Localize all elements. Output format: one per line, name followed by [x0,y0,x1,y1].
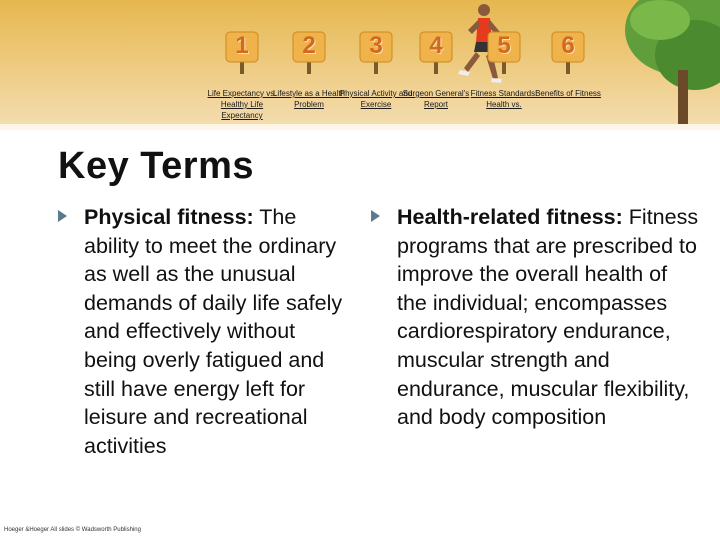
nav-label[interactable]: Life Expectancy vs. Healthy Life Expectancy [207,89,277,120]
term-text [58,203,348,460]
nav-number: 4 [429,32,443,59]
term-name: Physical fitness: [84,205,254,229]
nav-number: 3 [369,32,383,59]
nav-number: 1 [235,32,249,59]
term-physical-fitness [58,203,348,460]
nav-label[interactable]: Fitness Standards: Health vs. [470,89,538,109]
term-text [371,203,701,432]
bullet-arrow-icon [58,210,67,222]
slide-title: Key Terms [58,145,255,187]
nav-number: 2 [302,32,316,59]
bullet-arrow-icon [371,210,380,222]
tree-image [600,0,720,124]
copyright-footer: Hoeger &Hoeger All slides © Wadsworth Publishing [4,527,141,533]
nav-item-6[interactable] [528,0,608,124]
term-definition: The ability to meet the ordinary as well as the unusual demands of daily life safely and effectively without being overly fatigued and still have energy left for leisure and recreational activities [84,205,343,458]
header-divider [0,124,720,130]
term-definition: Fitness programs that are prescribed to improve the overall health of the individual; encompasses cardiorespiratory endurance, muscular strength and endurance, muscular flexibility, and body composition [397,205,699,430]
term-name: Health-related fitness: [397,205,623,229]
nav-label[interactable]: Lifestyle as a Health Problem [272,89,346,109]
nav-label[interactable]: Benefits of Fitness [535,89,601,98]
nav-number: 6 [561,32,575,59]
nav-number: 5 [497,32,511,59]
nav-label[interactable]: Surgeon General's Report [402,89,470,109]
nav-label[interactable]: Physical Activity and Exercise [339,89,413,109]
term-health-related-fitness [371,203,701,432]
